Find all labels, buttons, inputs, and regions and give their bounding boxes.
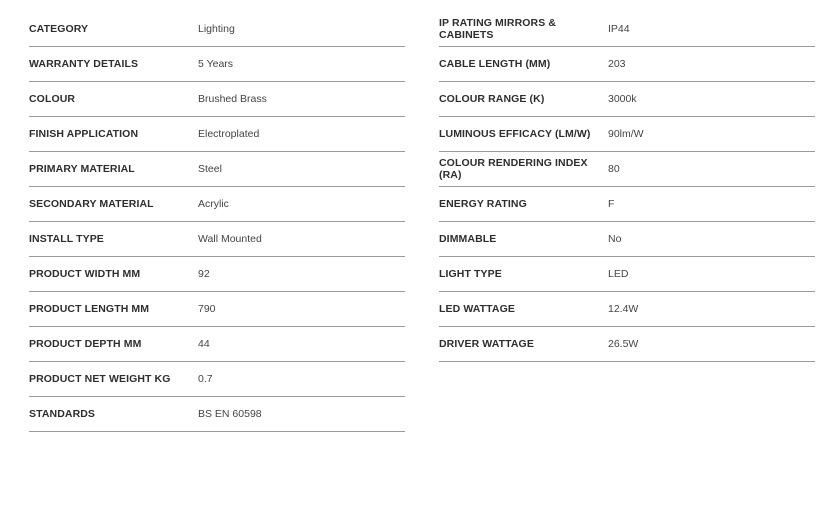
- spec-row-ip-rating: [439, 12, 815, 47]
- spec-label: FINISH APPLICATION: [29, 128, 139, 140]
- spec-value: 92: [198, 268, 210, 280]
- spec-label: COLOUR: [29, 93, 76, 105]
- spec-row-standards: [29, 397, 405, 432]
- spec-value: LED: [608, 268, 629, 280]
- spec-label: LIGHT TYPE: [439, 268, 502, 280]
- spec-label: PRODUCT LENGTH MM: [29, 303, 150, 315]
- spec-value: IP44: [608, 23, 630, 35]
- spec-value: Steel: [198, 163, 222, 175]
- spec-value: 44: [198, 338, 210, 350]
- spec-label: PRODUCT NET WEIGHT KG: [29, 373, 171, 385]
- spec-row-warranty-details: [29, 47, 405, 82]
- spec-row-category: [29, 12, 405, 47]
- spec-row-colour-rendering-index: [439, 152, 815, 187]
- spec-label: COLOUR RANGE (K): [439, 93, 545, 105]
- spec-value: No: [608, 233, 622, 245]
- spec-row-product-length: [29, 292, 405, 327]
- spec-value: Lighting: [198, 23, 235, 35]
- spec-label: CABLE LENGTH (MM): [439, 58, 551, 70]
- spec-value: Brushed Brass: [198, 93, 267, 105]
- spec-value: BS EN 60598: [198, 408, 262, 420]
- spec-row-light-type: [439, 257, 815, 292]
- spec-value: 5 Years: [198, 58, 234, 70]
- spec-row-cable-length: [439, 47, 815, 82]
- spec-label: SECONDARY MATERIAL: [29, 198, 154, 210]
- spec-row-energy-rating: [439, 187, 815, 222]
- spec-label: PRIMARY MATERIAL: [29, 163, 135, 175]
- spec-value: 790: [198, 303, 216, 315]
- spec-row-product-depth: [29, 327, 405, 362]
- spec-value: Acrylic: [198, 198, 229, 210]
- spec-label: DIMMABLE: [439, 233, 497, 245]
- spec-label: LED WATTAGE: [439, 303, 515, 315]
- spec-value: 12.4W: [608, 303, 639, 315]
- spec-row-product-net-weight: [29, 362, 405, 397]
- spec-row-install-type: [29, 222, 405, 257]
- spec-row-dimmable: [439, 222, 815, 257]
- spec-label: PRODUCT DEPTH MM: [29, 338, 142, 350]
- spec-row-colour-range: [439, 82, 815, 117]
- spec-row-driver-wattage: [439, 327, 815, 362]
- spec-value: 80: [608, 163, 620, 175]
- spec-value: F: [608, 198, 615, 210]
- spec-label: LUMINOUS EFFICACY (LM/W): [439, 128, 591, 140]
- spec-row-finish-application: [29, 117, 405, 152]
- spec-value: 3000k: [608, 93, 637, 105]
- spec-row-colour: [29, 82, 405, 117]
- spec-row-secondary-material: [29, 187, 405, 222]
- spec-row-led-wattage: [439, 292, 815, 327]
- spec-table-right: [439, 12, 815, 362]
- spec-value: 203: [608, 58, 626, 70]
- spec-label: INSTALL TYPE: [29, 233, 104, 245]
- spec-value: 0.7: [198, 373, 213, 385]
- spec-label: CATEGORY: [29, 23, 89, 35]
- spec-label: STANDARDS: [29, 408, 96, 420]
- spec-label: WARRANTY DETAILS: [29, 58, 139, 70]
- spec-label: IP RATING MIRRORS & CABINETS: [439, 17, 557, 41]
- spec-row-luminous-efficacy: [439, 117, 815, 152]
- spec-value: Electroplated: [198, 128, 260, 140]
- spec-value: 90lm/W: [608, 128, 644, 140]
- spec-label: ENERGY RATING: [439, 198, 527, 210]
- spec-value: Wall Mounted: [198, 233, 262, 245]
- spec-row-primary-material: [29, 152, 405, 187]
- spec-row-product-width: [29, 257, 405, 292]
- spec-label: PRODUCT WIDTH MM: [29, 268, 141, 280]
- spec-table-left: [29, 12, 405, 432]
- spec-label: COLOUR RENDERING INDEX (RA): [439, 157, 588, 181]
- spec-value: 26.5W: [608, 338, 639, 350]
- spec-label: DRIVER WATTAGE: [439, 338, 534, 350]
